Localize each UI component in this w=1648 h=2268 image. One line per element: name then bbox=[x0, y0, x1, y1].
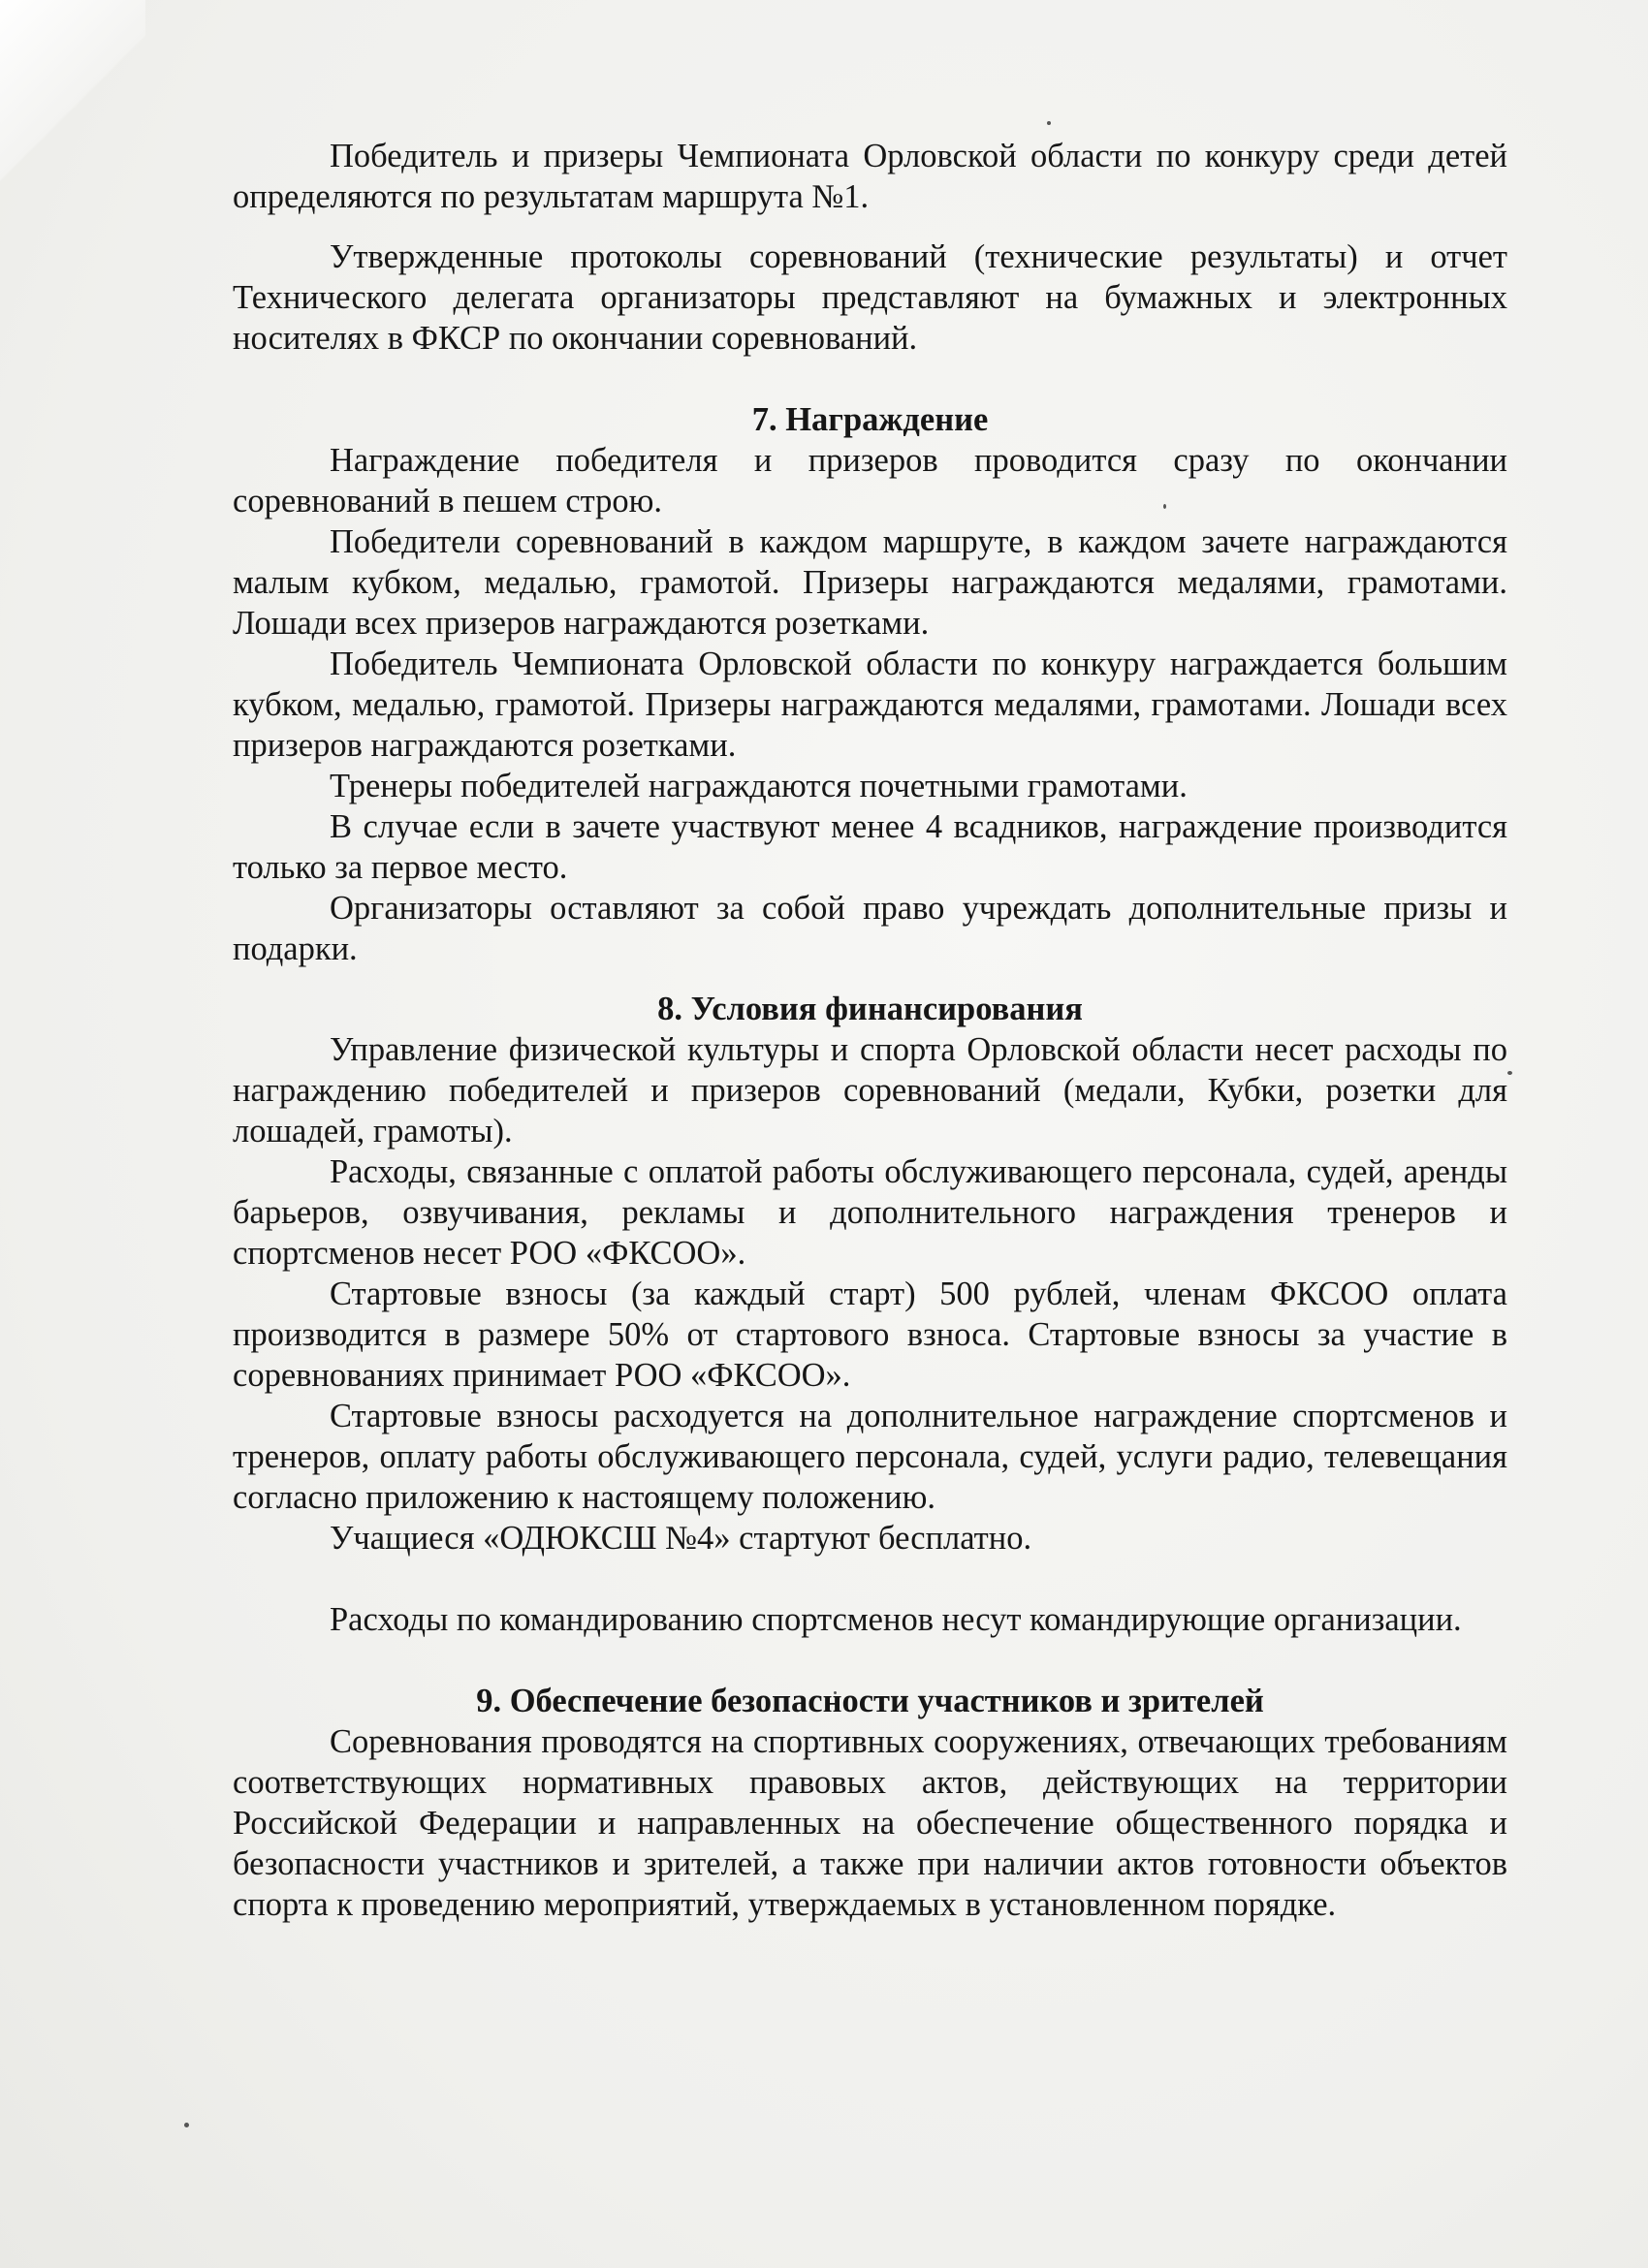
section-8-paragraph: Управление физической культуры и спорта Орловской области несет расходы по награждению победителей и призеров соревнований (медали, Кубки, розетки для лошадей, грамоты). bbox=[233, 1031, 1507, 1150]
section-9-heading: 9. Обеспечение безопасности участников и зрителей bbox=[476, 1683, 1264, 1719]
document-body bbox=[233, 136, 1507, 1925]
section-7-paragraph: Победители соревнований в каждом маршруте, в каждом зачете награждаются малым кубком, медалью, грамотой. Призеры награждаются медалями, грамотами. Лошади всех призеров награждаются розетками. bbox=[233, 523, 1507, 642]
section-9-paragraph: Соревнования проводятся на спортивных сооружениях, отвечающих требованиям соответствующих нормативных правовых актов, действующих на территории Российской Федерации и направленных на обеспечение общественного порядка и безопасности участников и зрителей, а также при наличии актов готовности объектов спорта к проведению мероприятий, утверждаемых в установленном порядке. bbox=[233, 1723, 1507, 1923]
section-7-paragraph: Победитель Чемпионата Орловской области по конкуру награждается большим кубком, медалью, грамотой. Призеры награждаются медалями, грамотами. Лошади всех призеров награждаются розетками. bbox=[233, 646, 1507, 764]
scan-speck bbox=[1507, 1071, 1512, 1075]
section-8-paragraph: Расходы, связанные с оплатой работы обслуживающего персонала, судей, аренды барьеров, озвучивания, рекламы и дополнительного награждения тренеров и спортсменов несет РОО «ФКСОО». bbox=[233, 1153, 1507, 1272]
section-7-paragraph: Награждение победителя и призеров проводится сразу по окончании соревнований в пешем строю. bbox=[233, 442, 1507, 520]
section-8-paragraph: Учащиеся «ОДЮКСШ №4» стартуют бесплатно. bbox=[330, 1520, 1032, 1557]
section-8-paragraph: Расходы по командированию спортсменов несут командирующие организации. bbox=[330, 1601, 1462, 1638]
intro-paragraph-2: Утвержденные протоколы соревнований (технические результаты) и отчет Технического делегата организаторы представляют на бумажных и электронных носителях в ФКСР по окончании соревнований. bbox=[233, 238, 1507, 357]
folded-corner bbox=[0, 0, 145, 252]
section-7-heading: 7. Награждение bbox=[751, 401, 989, 438]
intro-paragraph-1: Победитель и призеры Чемпионата Орловской области по конкуру среди детей определяются по результатам маршрута №1. bbox=[233, 138, 1507, 215]
section-7-paragraph: В случае если в зачете участвуют менее 4 всадников, награждение производится только за первое место. bbox=[233, 808, 1507, 886]
section-8-heading: 8. Условия финансирования bbox=[657, 991, 1083, 1027]
section-7-paragraph: Организаторы оставляют за собой право учреждать дополнительные призы и подарки. bbox=[233, 890, 1507, 967]
section-8-paragraph: Стартовые взносы (за каждый старт) 500 рублей, членам ФКСОО оплата производится в размере 50% от стартового взноса. Стартовые взносы за участие в соревнованиях принимает РОО «ФКСОО». bbox=[233, 1276, 1507, 1394]
scan-speck bbox=[1047, 121, 1051, 125]
scan-speck bbox=[184, 2123, 189, 2127]
section-7-paragraph: Тренеры победителей награждаются почетными грамотами. bbox=[330, 768, 1188, 804]
section-8-paragraph: Стартовые взносы расходуется на дополнительное награждение спортсменов и тренеров, оплату работы обслуживающего персонала, судей, услуги радио, телевещания согласно приложению к настоящему положению. bbox=[233, 1398, 1507, 1516]
